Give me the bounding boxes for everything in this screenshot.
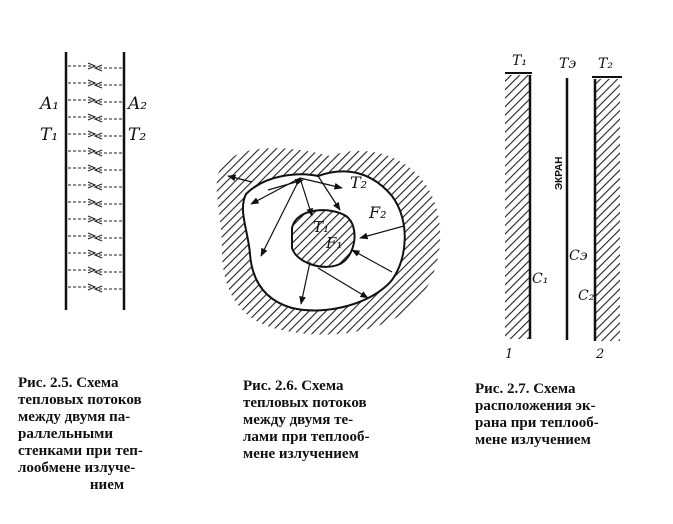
caption-fig-2-5: Рис. 2.5. Схема тепловых потоков между двумя па- раллельными стенками при теп- лообмене излуче- нием bbox=[18, 375, 143, 493]
label-t2: T₂ bbox=[598, 56, 613, 72]
flux-arrow-pair bbox=[68, 182, 122, 190]
label-t2: T₂ bbox=[128, 125, 147, 145]
caption-fig-2-6: Рис. 2.6. Схема тепловых потоков между двумя те- лами при теплооб- мене излучением bbox=[243, 378, 370, 462]
label-f1: F₁ bbox=[326, 234, 343, 252]
flux-arrow-pair bbox=[68, 233, 122, 241]
flux-arrow-pair bbox=[68, 250, 122, 258]
figure-2-7 bbox=[505, 53, 622, 362]
label-t1: T₁ bbox=[313, 218, 330, 236]
screen-label: ЭКРАН bbox=[554, 156, 565, 190]
label-te: Tэ bbox=[559, 56, 577, 72]
flux-arrow-pair bbox=[68, 63, 122, 71]
caption-fig-2-7: Рис. 2.7. Схема расположения эк- рана при теплооб- мене излучением bbox=[475, 381, 599, 448]
label-c2: C₂ bbox=[578, 288, 595, 304]
figure-2-5 bbox=[38, 52, 147, 310]
label-2: 2 bbox=[596, 347, 605, 362]
flux-arrow-pair bbox=[68, 114, 122, 122]
label-t1: T₁ bbox=[40, 125, 59, 145]
flux-arrow-pair bbox=[68, 284, 122, 292]
flux-arrow-pair bbox=[68, 267, 122, 275]
label-ce: Cэ bbox=[569, 248, 588, 264]
flux-arrow-pair bbox=[68, 80, 122, 88]
label-a1: A₁ bbox=[40, 94, 60, 114]
label-a2: A₂ bbox=[128, 94, 148, 114]
label-t1: T₁ bbox=[512, 53, 527, 69]
flux-arrow-pair bbox=[68, 216, 122, 224]
label-t2: T₂ bbox=[350, 173, 368, 192]
flux-arrow-pair bbox=[68, 131, 122, 139]
label-c1: C₁ bbox=[532, 271, 549, 287]
flux-arrow-pair bbox=[68, 97, 122, 105]
figure-2-6 bbox=[217, 148, 441, 334]
flux-arrow-pair bbox=[68, 199, 122, 207]
label-1: 1 bbox=[505, 347, 514, 362]
flux-arrow-pair bbox=[68, 165, 122, 173]
flux-arrow-pair bbox=[68, 148, 122, 156]
wall-1-hatched bbox=[505, 75, 530, 339]
heat-flux-arrows bbox=[68, 63, 122, 292]
label-f2: F₂ bbox=[369, 203, 387, 222]
wall-2-hatched bbox=[595, 79, 620, 341]
